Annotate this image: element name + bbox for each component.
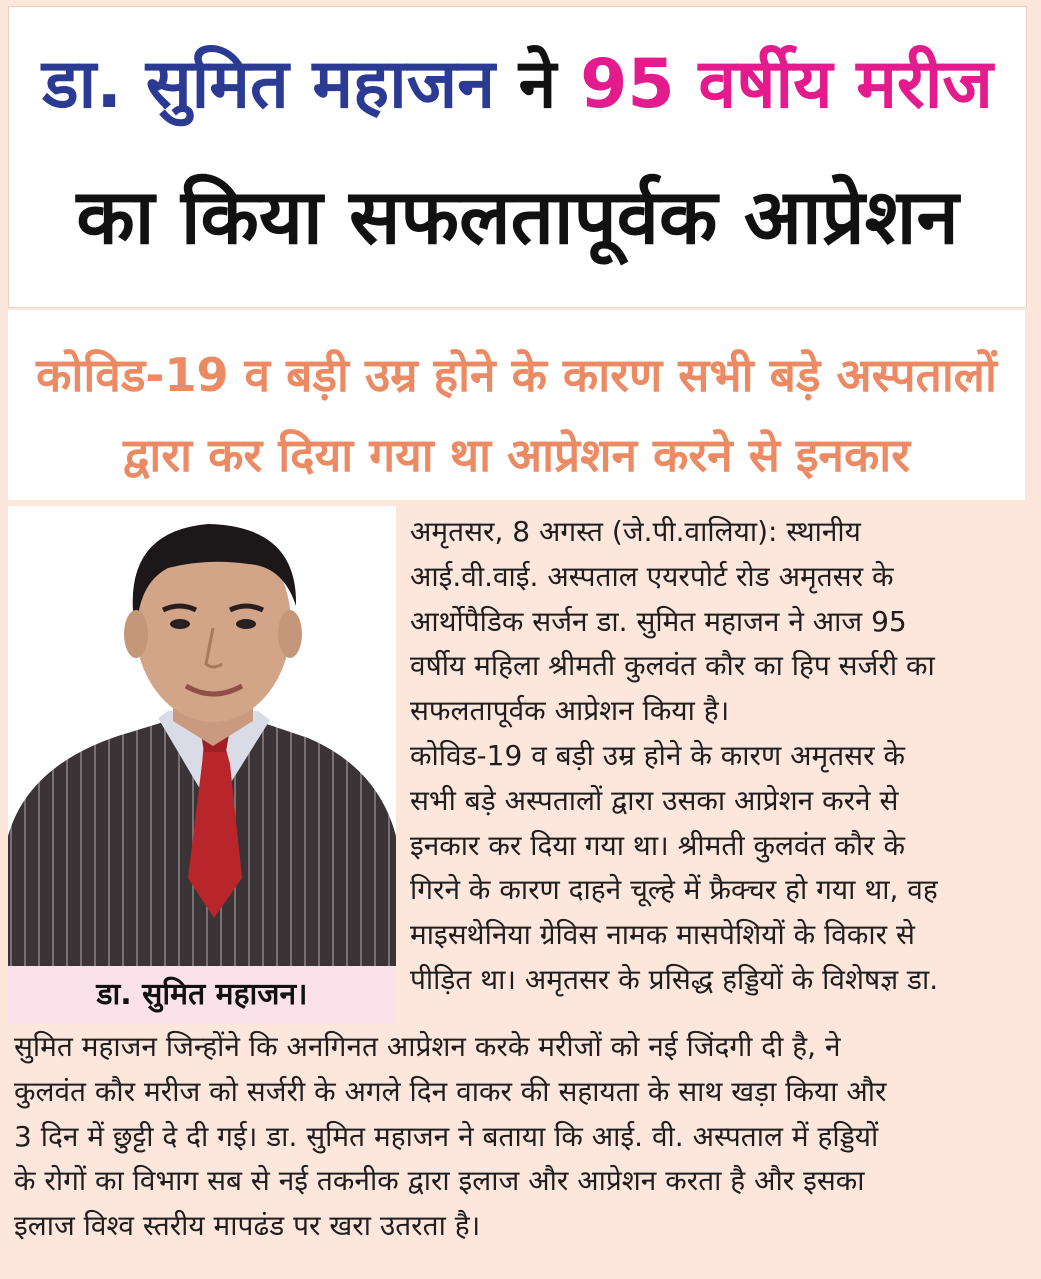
article-line: कुलवंत कौर मरीज को सर्जरी के अगले दिन वाकर की सहायता के साथ खड़ा किया और [14, 1074, 887, 1108]
headline-line-2: का किया सफलतापूर्वक आप्रेशन [76, 172, 959, 261]
article-line: 3 दिन में छुट्टी दे दी गई। डा. सुमित महाजन ने बताया कि आई. वी. अस्पताल में हड्डियों [14, 1119, 879, 1153]
article-line: कोविड-19 व बड़ी उम्र होने के कारण अमृतसर के [410, 738, 905, 772]
headline-doctor-name: डा. सुमित महाजन [42, 45, 495, 124]
article-full-width [14, 1025, 1024, 1249]
article-line: गिरने के कारण दाहने चूल्हे में फ्रैक्चर हो गया था, वह [410, 873, 938, 907]
headline-line-1 [9, 37, 1026, 133]
portrait-illustration [8, 506, 396, 966]
left-eye [170, 619, 190, 629]
article-line: सफलतापूर्वक आप्रेशन किया है। [410, 694, 730, 728]
subheadline-box [8, 310, 1025, 500]
doctor-portrait-photo [8, 506, 396, 966]
article-line: इलाज विश्व स्तरीय मापढंड पर खरा उतरता है। [14, 1209, 481, 1243]
article-line: के रोगों का विभाग सब से नई तकनीक द्वारा इलाज और आप्रेशन करता है और इसका [14, 1164, 865, 1198]
article-column [410, 510, 1022, 1003]
subheadline-line-2: द्वारा कर दिया गया था आप्रेशन करने से इनकार [122, 428, 911, 482]
article-line: आर्थोपैडिक सर्जन डा. सुमित महाजन ने आज 95 [410, 604, 907, 638]
subheadline-line-1: कोविड-19 व बड़ी उम्र होने के कारण सभी बड़े अस्पतालों [36, 348, 997, 402]
article-line: आई.वी.वाई. अस्पताल एयरपोर्ट रोड अमृतसर के [410, 559, 894, 593]
headline-box [8, 6, 1027, 308]
photo-caption: डा. सुमित महाजन। [8, 966, 396, 1024]
right-eye [236, 619, 256, 629]
article-line: सभी बड़े अस्पतालों द्वारा उसका आप्रेशन करने से [410, 783, 899, 817]
article-line: वर्षीय महिला श्रीमती कुलवंत कौर का हिप सर्जरी का [410, 649, 935, 683]
headline-patient-age: 95 वर्षीय मरीज [580, 45, 993, 124]
headline-connector: ने [518, 45, 557, 124]
article-line: अमृतसर, 8 अगस्त (जे.पी.वालिया): स्थानीय [410, 515, 861, 548]
article-line: इनकार कर दिया गया था। श्रीमती कुलवंत कौर के [410, 828, 906, 862]
article-line: सुमित महाजन जिन्होंने कि अनगिनत आप्रेशन करके मरीजों को नई जिंदगी दी है, ने [14, 1030, 841, 1063]
article-line: पीड़ित था। अमृतसर के प्रसिद्ध हड्डियों के विशेषज्ञ डा. [410, 962, 939, 996]
article-line: माइसथेनिया ग्रेविस नामक मासपेशियों के विकार से [410, 918, 915, 952]
